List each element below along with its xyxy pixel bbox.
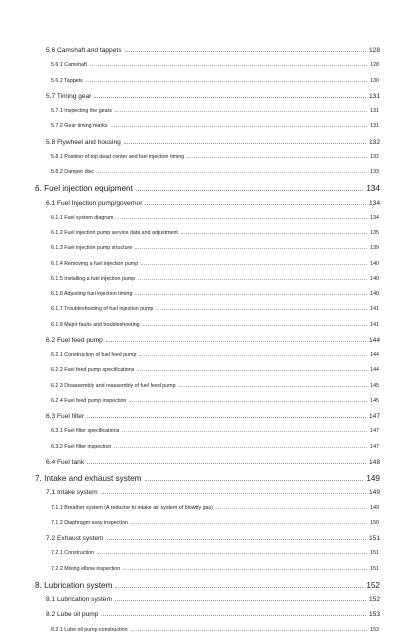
dot-leader xyxy=(116,218,367,219)
toc-entry-page-number: 128 xyxy=(370,62,379,69)
dot-leader xyxy=(123,569,367,570)
toc-entry-title: 6.3.1 Fuel filter specifications xyxy=(51,428,120,435)
toc-entry-page-number: 128 xyxy=(368,47,380,54)
toc-subsection-entry[interactable] xyxy=(0,258,416,267)
dot-leader xyxy=(125,51,366,52)
toc-section-entry[interactable] xyxy=(0,334,416,344)
toc-entry-title: 6.3 Fuel filter xyxy=(46,413,85,420)
dot-leader xyxy=(179,386,368,387)
dot-leader xyxy=(115,600,366,601)
toc-entry-page-number: 140 xyxy=(370,260,379,267)
dot-leader xyxy=(97,172,367,173)
toc-entry-title: 6. Fuel injection equipment xyxy=(35,184,133,194)
dot-leader xyxy=(124,143,366,144)
toc-section-entry[interactable] xyxy=(0,136,416,146)
toc-subsection-entry[interactable] xyxy=(0,441,416,450)
toc-section-entry[interactable] xyxy=(0,197,416,207)
toc-subsection-entry[interactable] xyxy=(0,75,416,84)
toc-entry-title: 5.6.2 Tappets xyxy=(51,77,83,84)
toc-subsection-entry[interactable] xyxy=(0,364,416,373)
toc-entry-title: 6.1.8 Major faults and troubleshooting xyxy=(51,321,140,328)
toc-chapter-entry[interactable] xyxy=(0,181,416,193)
dot-leader xyxy=(114,447,367,448)
dot-leader xyxy=(87,463,366,464)
toc-entry-page-number: 153 xyxy=(370,626,379,633)
toc-chapter-entry[interactable] xyxy=(0,578,416,590)
toc-entry-title: 6.2.2 Fuel feed pump specifications xyxy=(51,367,135,374)
dot-leader xyxy=(136,190,363,191)
toc-section-entry[interactable] xyxy=(0,486,416,496)
toc-section-entry[interactable] xyxy=(0,608,416,618)
toc-subsection-entry[interactable] xyxy=(0,212,416,221)
toc-entry-title: 7.1.1 Breather system (A reductor to intake air system of blowby gas) xyxy=(51,504,213,511)
toc-entry-page-number: 152 xyxy=(366,580,380,590)
toc-entry-title: 5.7.1 Inspecting the gears xyxy=(51,108,112,114)
toc-entry-page-number: 134 xyxy=(370,214,379,221)
toc-entry-title: 6.1.3 Fuel injection pump structure xyxy=(51,245,133,252)
dot-leader xyxy=(131,630,368,631)
toc-section-entry[interactable] xyxy=(0,532,416,542)
toc-entry-title: 7.1 Intake system xyxy=(46,489,98,497)
toc-subsection-entry[interactable] xyxy=(0,166,416,175)
toc-entry-page-number: 135 xyxy=(370,230,379,236)
toc-section-entry[interactable] xyxy=(0,90,416,100)
toc-subsection-entry[interactable] xyxy=(0,349,416,358)
toc-entry-title: 7. Intake and exhaust system xyxy=(35,474,142,483)
toc-subsection-entry[interactable] xyxy=(0,288,416,297)
toc-entry-title: 5.6 Camshaft and tappets xyxy=(46,47,122,54)
toc-subsection-entry[interactable] xyxy=(0,319,416,328)
dot-leader xyxy=(94,97,366,98)
toc-section-entry[interactable] xyxy=(0,456,416,466)
toc-subsection-entry[interactable] xyxy=(0,273,416,282)
toc-entry-title: 7.2.1 Construction xyxy=(51,550,94,557)
toc-entry-title: 6.1.7 Troubleshooting of fuel injection pump xyxy=(51,306,154,313)
toc-entry-page-number: 131 xyxy=(368,92,380,100)
dot-leader xyxy=(145,204,366,205)
toc-entry-page-number: 134 xyxy=(366,184,380,194)
toc-entry-page-number: 147 xyxy=(370,443,379,450)
toc-entry-page-number: 144 xyxy=(370,352,379,358)
toc-subsection-entry[interactable] xyxy=(0,59,416,68)
toc-entry-title: 8.1 Lubrication system xyxy=(46,596,112,603)
toc-entry-page-number: 152 xyxy=(368,596,380,603)
dot-leader xyxy=(90,65,367,66)
toc-entry-page-number: 151 xyxy=(370,550,379,557)
toc-entry-title: 6.2.1 Construction of fuel feed pump xyxy=(51,352,137,358)
toc-subsection-entry[interactable] xyxy=(0,380,416,389)
toc-entry-title: 5.8.1 Position of top dead center and fuel injection timing xyxy=(51,153,185,160)
dot-leader xyxy=(97,553,367,554)
toc-entry-title: 7.2.2 Mixing elbow inspection xyxy=(51,565,121,572)
dot-leader xyxy=(86,81,367,82)
toc-entry-title: 5.6.1 Camshaft xyxy=(51,62,87,69)
toc-entry-title: 6.1.5 Installing a fuel injection pump xyxy=(51,275,136,282)
toc-entry-page-number: 131 xyxy=(370,123,379,130)
dot-leader xyxy=(135,294,367,295)
dot-leader xyxy=(141,264,367,265)
dot-leader xyxy=(131,523,367,524)
toc-entry-page-number: 151 xyxy=(368,535,380,542)
dot-leader xyxy=(129,401,367,402)
toc-entry-page-number: 149 xyxy=(366,474,380,483)
toc-entry-page-number: 150 xyxy=(370,519,379,526)
dot-leader xyxy=(87,417,366,418)
toc-entry-page-number: 153 xyxy=(368,611,380,619)
toc-entry-page-number: 145 xyxy=(370,397,379,404)
toc-section-entry[interactable] xyxy=(0,44,416,54)
toc-entry-page-number: 149 xyxy=(370,504,379,511)
toc-entry-title: 6.4 Fuel tank xyxy=(46,458,85,466)
dot-leader xyxy=(216,508,367,509)
toc-entry-title: 6.1.4 Removing a fuel injection pump xyxy=(51,260,139,267)
dot-leader xyxy=(107,539,366,540)
toc-subsection-entry[interactable] xyxy=(0,502,416,511)
toc-entry-title: 6.2.4 Fuel feed pump inspection xyxy=(51,397,127,404)
toc-section-entry[interactable] xyxy=(0,410,416,420)
toc-entry-title: 5.7 Timing gear xyxy=(46,92,92,100)
toc-entry-page-number: 134 xyxy=(368,199,380,207)
toc-entry-title: 6.1 Fuel Injection pump/governor xyxy=(46,199,143,207)
toc-entry-page-number: 141 xyxy=(370,306,379,313)
toc-entry-page-number: 141 xyxy=(370,321,379,328)
toc-entry-title: 8.2 Lube oil pump xyxy=(46,611,99,619)
toc-entry-page-number: 139 xyxy=(370,245,379,252)
toc-chapter-entry[interactable] xyxy=(0,471,416,483)
toc-entry-page-number: 131 xyxy=(370,108,379,114)
dot-leader xyxy=(138,279,367,280)
toc-subsection-entry[interactable] xyxy=(0,624,416,633)
toc-subsection-entry[interactable] xyxy=(0,105,416,114)
toc-entry-page-number: 140 xyxy=(370,275,379,282)
dot-leader xyxy=(137,370,367,371)
toc-entry-page-number: 151 xyxy=(370,565,379,572)
toc-entry-page-number: 144 xyxy=(370,367,379,374)
toc-entry-title: 5.8 Flywheel and housing xyxy=(46,138,121,146)
dot-leader xyxy=(101,615,366,616)
toc-subsection-entry[interactable] xyxy=(0,227,416,236)
toc-entry-page-number: 148 xyxy=(368,458,380,466)
dot-leader xyxy=(115,111,367,112)
toc-entry-page-number: 140 xyxy=(370,291,379,297)
dot-leader xyxy=(187,157,367,158)
dot-leader xyxy=(156,309,367,310)
toc-subsection-entry[interactable] xyxy=(0,151,416,160)
toc-subsection-entry[interactable] xyxy=(0,303,416,312)
toc-entry-page-number: 149 xyxy=(368,489,380,497)
toc-subsection-entry[interactable] xyxy=(0,563,416,572)
toc-entry-title: 8. Lubrication system xyxy=(35,580,113,590)
toc-entry-title: 5.7.2 Gear timing marks xyxy=(51,123,108,130)
toc-entry-title: 6.1.2 Fuel injection pump service data and adjustment xyxy=(51,230,178,236)
toc-section-entry[interactable] xyxy=(0,593,416,603)
dot-leader xyxy=(135,248,367,249)
toc-subsection-entry[interactable] xyxy=(0,425,416,434)
toc-entry-page-number: 144 xyxy=(368,336,380,344)
toc-entry-page-number: 145 xyxy=(370,382,379,389)
toc-entry-title: 6.2 Fuel feed pump xyxy=(46,336,103,344)
toc-entry-title: 7.1.2 Diaphragm assy inspection xyxy=(51,519,128,526)
toc-entry-title: 6.1.1 Fuel system diagram xyxy=(51,214,114,221)
toc-subsection-entry[interactable] xyxy=(0,547,416,556)
toc-entry-title: 8.2.1 Lube oil pump construction xyxy=(51,626,128,633)
toc-entry-page-number: 147 xyxy=(368,413,380,420)
toc-entry-page-number: 147 xyxy=(370,428,379,435)
toc-entry-title: 6.2.3 Disassembly and reassembly of fuel feed pump xyxy=(51,382,176,389)
toc-entry-page-number: 130 xyxy=(370,77,379,84)
toc-subsection-entry[interactable] xyxy=(0,120,416,129)
dot-leader xyxy=(122,431,367,432)
toc-entry-page-number: 133 xyxy=(370,169,379,175)
dot-leader xyxy=(111,126,368,127)
toc-entry-page-number: 132 xyxy=(370,153,379,160)
toc-entry-title: 6.1.6 Adjusting fuel injection timing xyxy=(51,291,133,297)
toc-entry-title: 6.3.2 Fuel filter inspection xyxy=(51,443,112,450)
toc-subsection-entry[interactable] xyxy=(0,395,416,404)
dot-leader xyxy=(145,480,364,481)
toc-entry-title: 5.8.2 Damper disc xyxy=(51,169,94,175)
toc-subsection-entry[interactable] xyxy=(0,517,416,526)
dot-leader xyxy=(139,355,367,356)
toc-entry-page-number: 132 xyxy=(368,138,380,146)
dot-leader xyxy=(106,341,366,342)
toc-subsection-entry[interactable] xyxy=(0,242,416,251)
dot-leader xyxy=(101,493,366,494)
toc-entry-title: 7.2 Exhaust system xyxy=(46,535,104,542)
dot-leader xyxy=(181,233,367,234)
dot-leader xyxy=(143,325,368,326)
